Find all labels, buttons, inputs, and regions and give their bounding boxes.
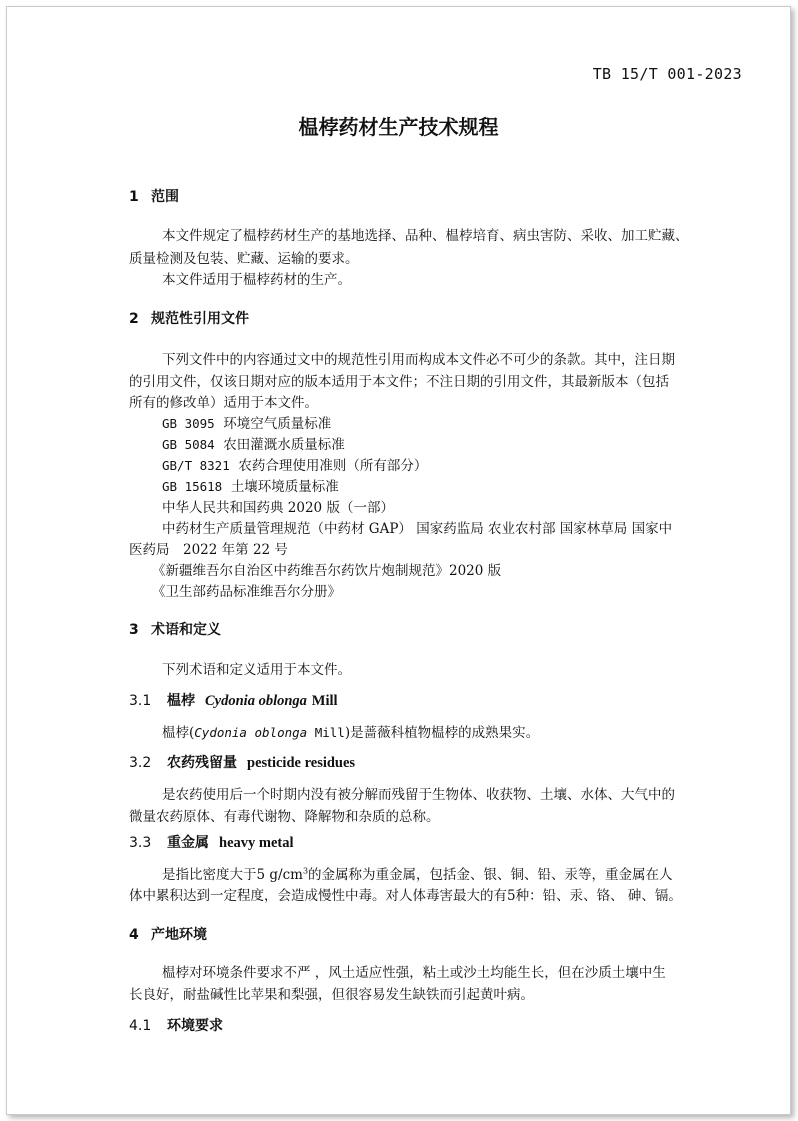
term-3-2-heading — [129, 752, 355, 772]
reference-name: 土壤环境质量标准 — [230, 479, 339, 495]
definition-latin: Cydonia oblonga — [194, 725, 308, 740]
section-4-heading — [129, 924, 207, 944]
term-authority: Mill — [311, 693, 338, 709]
subsection-number: 3.2 — [129, 755, 152, 771]
reference-item — [162, 475, 339, 495]
term-definition — [162, 721, 539, 741]
reference-name: 农田灌溉水质量标准 — [223, 437, 345, 453]
term-definition: 体中累积达到一定程度，会造成慢性中毒。对人体毒害最大的有5种：铅、汞、铬、 砷、镉。 — [129, 888, 682, 904]
section-1-heading — [129, 186, 179, 206]
paragraph-line: 榅桲对环境条件要求不严 ，风土适应性强，粘土或沙土均能生长，但在沙质土壤中生 — [162, 965, 666, 981]
reference-item — [162, 454, 427, 474]
subsection-4-1-heading — [129, 1015, 223, 1035]
paragraph-line: 下列文件中的内容通过文中的规范性引用而构成本文件必不可少的条款。其中，注日期 — [162, 352, 675, 368]
definition-text: 的金属称为重金属，包括金、银、铜、铅、汞等，重金属在人 — [308, 867, 673, 883]
reference-code: GB 3095 — [162, 416, 215, 431]
document-page — [6, 6, 791, 1115]
document-number: TB 15/T 001-2023 — [592, 65, 742, 83]
term-english: pesticide residues — [247, 755, 356, 771]
page-title: 榅桲药材生产技术规程 — [298, 115, 499, 139]
definition-text: )是蔷薇科植物榅桲的成熟果实。 — [344, 725, 540, 741]
section-title: 术语和定义 — [151, 622, 221, 638]
reference-name: 农药合理使用准则（所有部分） — [238, 458, 428, 474]
reference-item — [162, 433, 345, 453]
paragraph-line: 的引用文件，仅该日期对应的版本适用于本文件；不注日期的引用文件，其最新版本（包括 — [129, 374, 669, 390]
section-title: 产地环境 — [151, 927, 207, 943]
subsection-title: 环境要求 — [167, 1018, 223, 1034]
term-name: 农药残留量 — [167, 755, 237, 771]
reference-name: 环境空气质量标准 — [223, 416, 332, 432]
subsection-number: 4.1 — [129, 1018, 152, 1034]
section-title: 范围 — [151, 189, 179, 205]
reference-item: 中华人民共和国药典 2020 版（一部） — [162, 500, 394, 516]
reference-item: 《卫生部药品标准维吾尔分册》 — [152, 584, 341, 600]
section-2-heading — [129, 308, 249, 328]
paragraph-line: 本文件规定了榅桲药材生产的基地选择、品种、榅桲培育、病虫害防、采收、加工贮藏、 — [162, 228, 689, 244]
paragraph-line: 本文件适用于榅桲药材的生产。 — [162, 272, 351, 288]
term-definition — [162, 863, 673, 883]
term-latin-name: Cydonia oblonga — [205, 693, 307, 709]
paragraph-line: 所有的修改单）适用于本文件。 — [129, 395, 318, 411]
subsection-number: 3.3 — [129, 835, 152, 851]
reference-code: GB/T 8321 — [162, 458, 230, 473]
term-english: heavy metal — [219, 835, 294, 851]
superscript: 3 — [302, 866, 309, 876]
term-definition: 微量农药原体、有毒代谢物、降解物和杂质的总称。 — [129, 809, 440, 825]
definition-text: 是指比密度大于5 g/cm — [162, 867, 303, 883]
definition-text: 榅桲( — [162, 725, 195, 741]
reference-code: GB 15618 — [162, 479, 223, 494]
subsection-number: 3.1 — [129, 693, 152, 709]
paragraph-line: 长良好，耐盐碱性比苹果和梨强，但很容易发生缺铁而引起黄叶病。 — [129, 987, 534, 1003]
term-name: 榅桲 — [167, 693, 195, 709]
definition-authority: Mill — [307, 725, 345, 740]
section-number: 3 — [129, 622, 139, 638]
paragraph-line: 质量检测及包装、贮藏、运输的要求。 — [129, 251, 359, 267]
section-3-heading — [129, 619, 221, 639]
reference-item: 《新疆维吾尔自治区中药维吾尔药饮片炮制规范》2020 版 — [152, 563, 502, 579]
paragraph-line: 下列术语和定义适用于本文件。 — [162, 662, 351, 678]
section-number: 1 — [129, 189, 139, 205]
term-3-1-heading — [129, 690, 338, 710]
reference-code: GB 5084 — [162, 437, 215, 452]
term-definition: 是农药使用后一个时期内没有被分解而残留于生物体、收获物、土壤、水体、大气中的 — [162, 787, 675, 803]
reference-item — [162, 412, 331, 432]
section-number: 2 — [129, 311, 139, 327]
section-number: 4 — [129, 927, 139, 943]
reference-item: 中药材生产质量管理规范（中药材 GAP） 国家药监局 农业农村部 国家林草局 国家中 — [162, 521, 673, 537]
term-3-3-heading — [129, 832, 294, 852]
reference-item-continued: 医药局 2022 年第 22 号 — [129, 542, 288, 558]
section-title: 规范性引用文件 — [151, 311, 249, 327]
term-name: 重金属 — [167, 835, 209, 851]
